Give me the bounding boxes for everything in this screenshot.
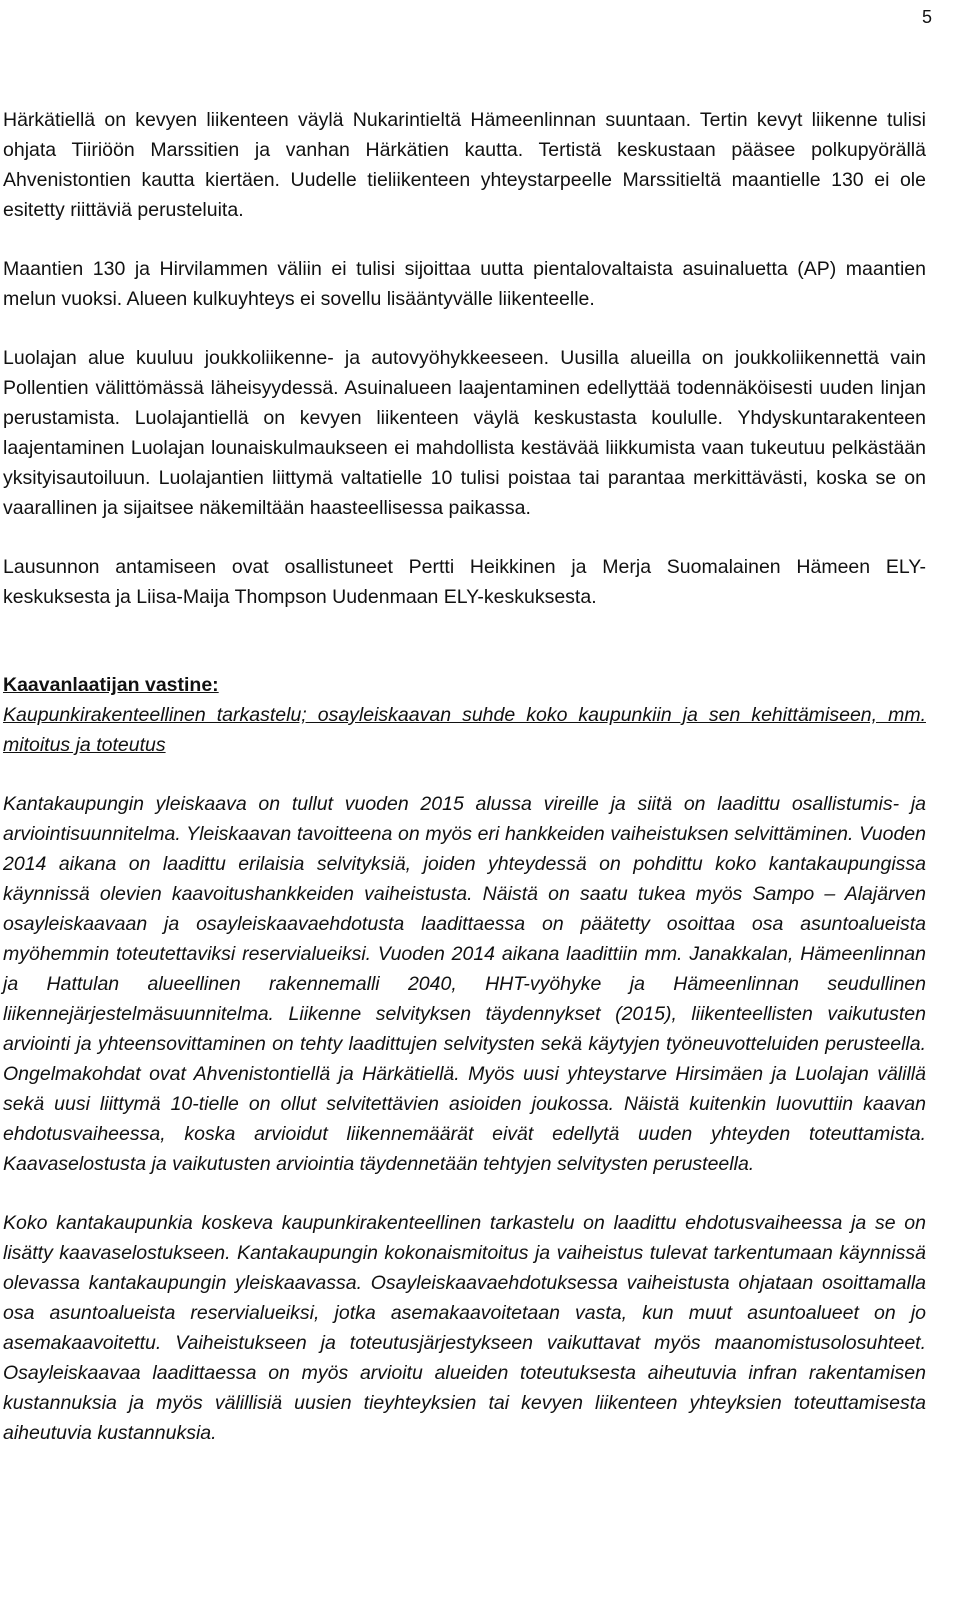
paragraph-kantakaupunki-yleiskaava: Kantakaupungin yleiskaava on tullut vuoden 2015 alussa vireille ja siitä on laadittu osallistumis- ja arviointisuunnitelma. Yleiskaavan tavoitteena on myös eri hankkeiden vaiheistuksen selvittäminen. Vuoden 2014 aikana on laadittu erilaisia selvityksiä, joiden yhteydessä on pohdittu koko kantakaupungissa käynnissä olevien kaavoitushankkeiden vaiheistusta. Näistä on saatu tukea myös Sampo – Alajärven osayleiskaavaan ja osayleiskaavaehdotusta laadittaessa on päätetty osoittaa osa asuntoalueista myöhemmin toteutettaviksi reservialueiksi. Vuoden 2014 aikana laadittiin mm. Janakkalan, Hämeenlinnan ja Hattulan alueellinen rakennemalli 2040, HHT-vyöhyke ja Hämeenlinnan seudullinen liikennejärjestelmäsuunnitelma. Liikenne selvityksen täydennykset (2015), liikenteellisten vaikutusten arviointi ja yhteensovittaminen on tehty laadittujen selvitysten sekä käytyjen työneuvotteluiden perusteella. Ongelmakohdat ovat Ahvenistontiellä ja Härkätiellä. Myös uusi yhteystarve Hirsimäen ja Luolajan välillä sekä uusi liittymä 10-tielle on ollut selvitettävien asioiden joukossa. Näistä kuitenkin luovuttiin kaavan ehdotusvaiheessa, koska arvioidut liikennemäärät eivät edellytä uuden yhteyden toteuttamista. Kaavaselostusta ja vaikutusten arviointia täydennetään tehtyjen selvitysten perusteella.	[3, 793, 926, 1175]
page-number: 5	[921, 7, 932, 27]
paragraph-lausunto-participants: Lausunnon antamiseen ovat osallistuneet Pertti Heikkinen ja Merja Suomalainen Hämeen ELY-keskuksesta ja Liisa-Maija Thompson Uudenmaan ELY-keskuksesta.	[3, 556, 926, 608]
section-heading: Kaavanlaatijan vastine:	[3, 674, 219, 696]
paragraph-luolaja: Luolajan alue kuuluu joukkoliikenne- ja autovyöhykkeeseen. Uusilla alueilla on joukkoliikennettä vain Pollentien välittömässä läheisyydessä. Asuinalueen laajentaminen edellyttää todennäköisesti uuden linjan perustamista. Luolajantiellä on kevyen liikenteen väylä keskustasta koululle. Yhdyskuntarakenteen laajentaminen Luolajan lounaiskulmaukseen ei mahdollista kestävää liikkumista vaan tukeutuu pelkästään yksityisautoiluun. Luolajantien liittymä valtatielle 10 tulisi poistaa tai parantaa merkittävästi, koska se on vaarallinen ja sijaitsee näkemiltään haasteellisessa paikassa.	[3, 347, 926, 519]
document-body	[3, 105, 926, 1448]
paragraph-hark-tie: Härkätiellä on kevyen liikenteen väylä Nukarintieltä Hämeenlinnan suuntaan. Tertin kevyt liikenne tulisi ohjata Tiiriöön Marssitien ja vanhan Härkätien kautta. Tertistä keskustaan pääsee polkupyörällä Ahvenistontien kautta kiertäen. Uudelle tieliikenteen yhteystarpeelle Marssitieltä maantielle 130 ei ole esitetty riittäviä perusteluita.	[3, 109, 926, 221]
paragraph-kaupunkirakenteellinen-tarkastelu: Koko kantakaupunkia koskeva kaupunkirakenteellinen tarkastelu on laadittu ehdotusvaiheessa ja se on lisätty kaavaselostukseen. Kantakaupungin kokonaismitoitus ja vaiheistus tulevat tarkentumaan käynnissä olevassa kantakaupungin yleiskaavassa. Osayleiskaavaehdotuksessa vaiheistusta ohjataan osoittamalla osa asuntoalueista reservialueiksi, jotka asemakaavoitetaan vasta, kun muut asuntoalueet on jo asemakaavoitettu. Vaiheistukseen ja toteutusjärjestykseen vaikuttavat myös maanomistusolosuhteet. Osayleiskaavaa laadittaessa on myös arvioitu alueiden toteutuksesta aiheutuvia infran rakentamisen kustannuksia ja myös välillisiä uusien tieyhteyksien tai kevyen liikenteen yhteyksien toteuttamisesta aiheutuvia kustannuksia.	[3, 1212, 926, 1444]
paragraph-maantie-130: Maantien 130 ja Hirvilammen väliin ei tulisi sijoittaa uutta pientalovaltaista asuinaluetta (AP) maantien melun vuoksi. Alueen kulkuyhteys ei sovellu lisääntyvälle liikenteelle.	[3, 258, 926, 310]
section-subheading: Kaupunkirakenteellinen tarkastelu; osayleiskaavan suhde koko kaupunkiin ja sen kehittämiseen, mm. mitoitus ja toteutus	[3, 704, 926, 756]
